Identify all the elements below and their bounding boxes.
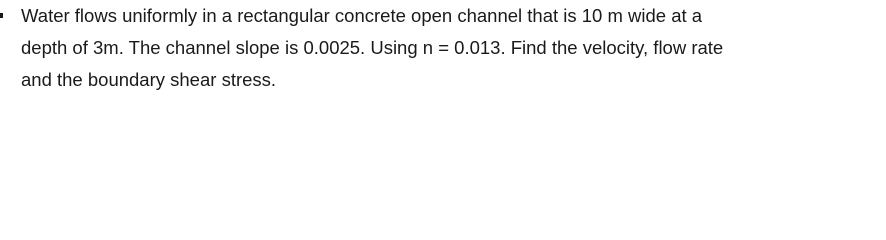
list-bullet-fragment (0, 13, 3, 18)
problem-line-3: and the boundary shear stress. (21, 69, 277, 90)
problem-line-1: Water flows uniformly in a rectangular concrete open channel that is 10 m wide at a (21, 5, 703, 26)
problem-statement (21, 0, 881, 96)
problem-line-2: depth of 3m. The channel slope is 0.0025. Using n = 0.013. Find the velocity, flow rate (21, 37, 724, 58)
